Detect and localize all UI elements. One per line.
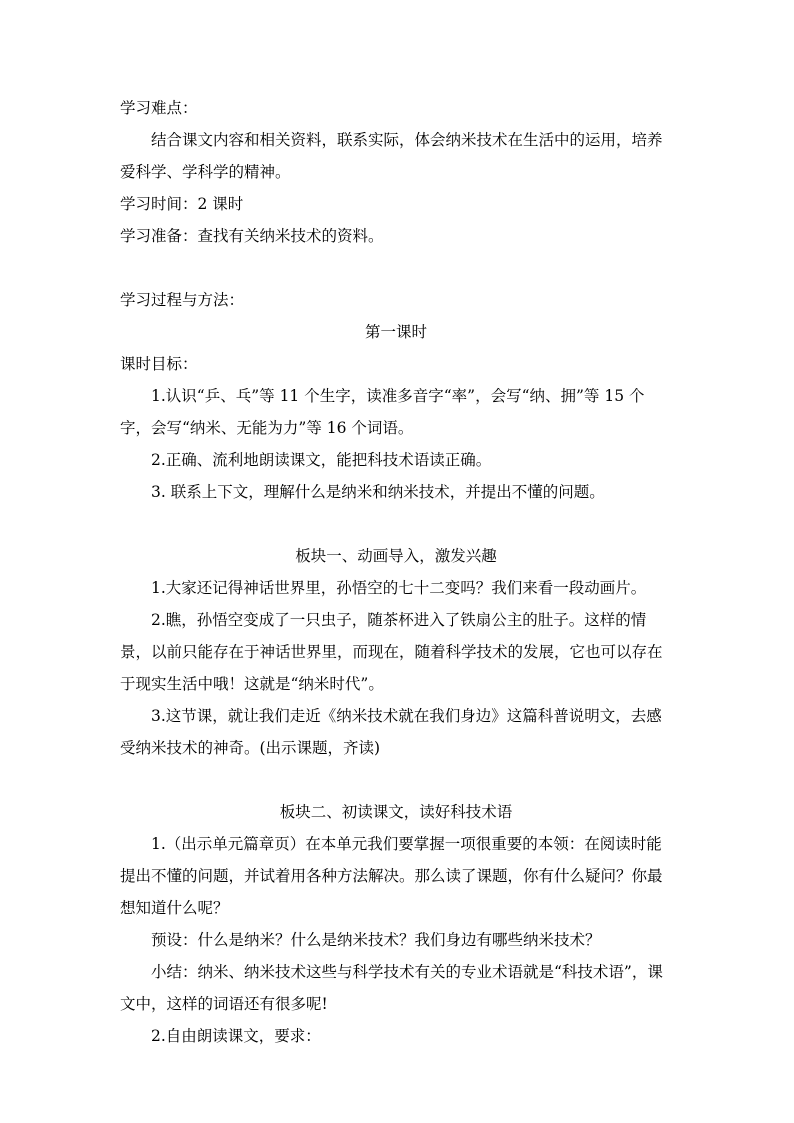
objective-item: 3. 联系上下文，理解什么是纳米和纳米技术，并提出不懂的问题。 [151,483,605,501]
study-prep: 学习准备：查找有关纳米技术的资料。 [120,227,384,245]
spacer [120,508,672,540]
process-heading: 学习过程与方法： [120,291,245,309]
objective-item: 2.正确、流利地朗读课文，能把科技术语读正确。 [151,451,492,469]
block2-item: 1.（出示单元篇章页）在本单元我们要掌握一项很重要的本领：在阅读时能提出不懂的问题，并试着用各种方法解决。那么读了课题，你有什么疑问？你最想知道什么呢？ [120,835,663,917]
difficulty-text: 结合课文内容和相关资料，联系实际，体会纳米技术在生活中的运用，培养爱科学、学科学的精神。 [120,131,663,181]
block1-title: 板块一、动画导入，激发兴趣 [295,547,497,565]
block2-title: 板块二、初读课文，读好科技术语 [279,803,513,821]
block2-item: 2.自由朗读课文，要求： [151,1027,321,1045]
block1-item: 3.这节课，就让我们走近《纳米技术就在我们身边》这篇科普说明文，去感受纳米技术的神奇。(出示课题，齐读) [120,707,662,757]
block1-item: 1.大家还记得神话世界里，孙悟空的七十二变吗？我们来看一段动画片。 [151,579,647,597]
study-time: 学习时间：2 课时 [120,195,244,213]
block1-item: 2.瞧，孙悟空变成了一只虫子，随茶杯进入了铁扇公主的肚子。这样的情景，以前只能存在于神话世界里，而现在，随着科学技术的发展，它也可以存在于现实生活中哦！这就是“纳米时代”。 [120,611,663,693]
lesson-title: 第一课时 [364,323,427,341]
objectives-heading: 课时目标： [120,355,198,373]
spacer [120,764,672,796]
block2-item: 预设：什么是纳米？什么是纳米技术？我们身边有哪些纳米技术？ [151,931,601,949]
objective-item: 1.认识“乒、乓”等 11 个生字，读准多音字“率”，会写“纳、拥”等 15 个字，会写“纳米、无能为力”等 16 个词语。 [120,387,645,437]
spacer [120,252,672,284]
difficulty-heading: 学习难点： [120,99,198,117]
document-body [120,92,672,1052]
block2-item: 小结：纳米、纳米技术这些与科学技术有关的专业术语就是“科技术语”，课文中，这样的词语还有很多呢! [120,963,663,1013]
